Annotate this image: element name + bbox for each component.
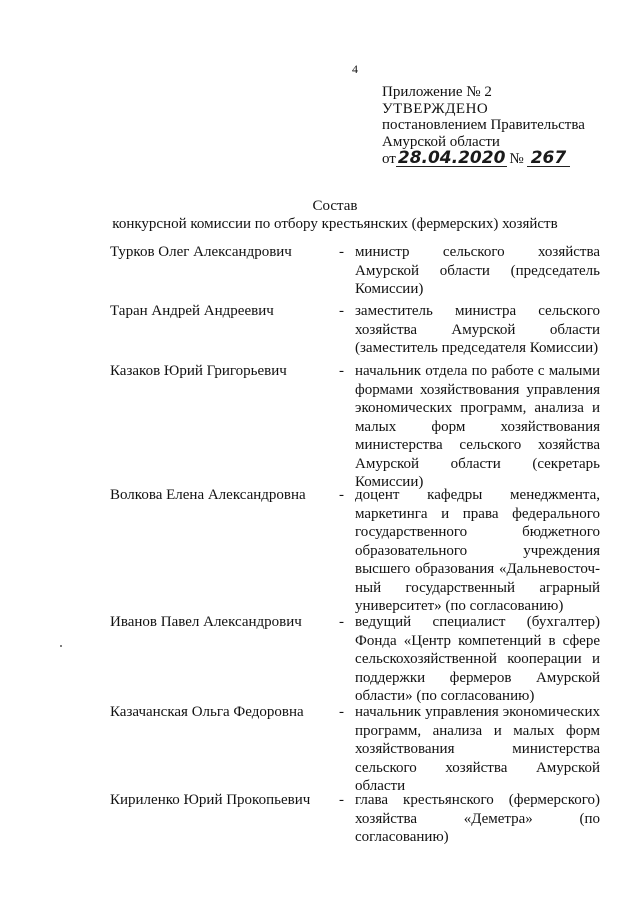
member-name: Таран Андрей Андреевич — [110, 303, 274, 319]
member-row-5 — [110, 613, 600, 703]
title-line-2: конкурсной комиссии по отбору крестьянских (фермерских) хозяйств — [112, 216, 558, 232]
member-description: министр сельского хозяйства Амурской области (председатель Комиссии) — [355, 244, 600, 297]
member-row-7 — [110, 791, 600, 851]
title-line-1: Состав — [312, 198, 358, 214]
approved-label: УТВЕРЖДЕНО — [382, 100, 489, 117]
member-name: Иванов Павел Александрович — [110, 614, 302, 630]
members-list — [110, 243, 600, 851]
region-label: Амурской области — [382, 133, 500, 150]
member-dash: - — [339, 614, 344, 630]
member-row-6 — [110, 703, 600, 794]
member-name: Казаков Юрий Григорьевич — [110, 363, 287, 379]
page-number: 4 — [352, 62, 358, 76]
member-dash: - — [339, 363, 344, 379]
date-number-row — [382, 150, 612, 168]
number-sign: № — [509, 151, 524, 167]
resolution-label: постановлением Правительства — [382, 117, 585, 133]
handwritten-number: 267 — [527, 150, 571, 167]
member-row-1 — [110, 243, 600, 302]
member-description: заместитель министра сельского хозяйства Амурской области (заместитель председателя Комиссии) — [355, 303, 600, 356]
member-row-4 — [110, 486, 600, 613]
member-row-2 — [110, 302, 600, 362]
member-dash: - — [339, 704, 344, 720]
member-name: Казачанская Ольга Федоровна — [110, 704, 304, 720]
appendix-label: Приложение № 2 — [382, 84, 492, 100]
member-description: ведущий специалист (бухгалтер) Фонда «Центр компетенций в сфере сельскохозяйственной кооперации и поддержки фермеров Амурской области» (по согласованию) — [355, 614, 600, 704]
member-dash: - — [339, 244, 344, 260]
member-name: Турков Олег Александрович — [110, 244, 292, 260]
member-description: начальник управления экономических программ, анализа и малых форм хозяйствования министерства сельского хозяйства Амурской области — [355, 704, 600, 794]
date-prefix: от — [382, 151, 396, 167]
member-dash: - — [339, 303, 344, 319]
member-row-3 — [110, 362, 600, 490]
member-name: Кириленко Юрий Прокопьевич — [110, 792, 311, 808]
scan-speck — [60, 645, 62, 647]
member-dash: - — [339, 792, 344, 808]
member-description: начальник отдела по работе с малыми формами хозяйствования управления экономических программ, анализа и малых форм хозяйствования министерства сельского хозяйства Амурской области (секретарь Комиссии) — [355, 363, 600, 490]
handwritten-date: 28.04.2020 — [397, 148, 506, 168]
member-description: доцент кафедры менеджмента, маркетинга и права федерального государственного бюджетного образовательного учреждения высшего образования «Дальневосточ-ный государственный аграрный университет» (по согласованию) — [355, 487, 600, 614]
appendix-block — [382, 84, 612, 168]
member-description: глава крестьянского (фермерского) хозяйства «Деметра» (по согласованию) — [355, 792, 600, 845]
document-title — [110, 197, 560, 233]
member-dash: - — [339, 487, 344, 503]
member-name: Волкова Елена Александровна — [110, 487, 306, 503]
